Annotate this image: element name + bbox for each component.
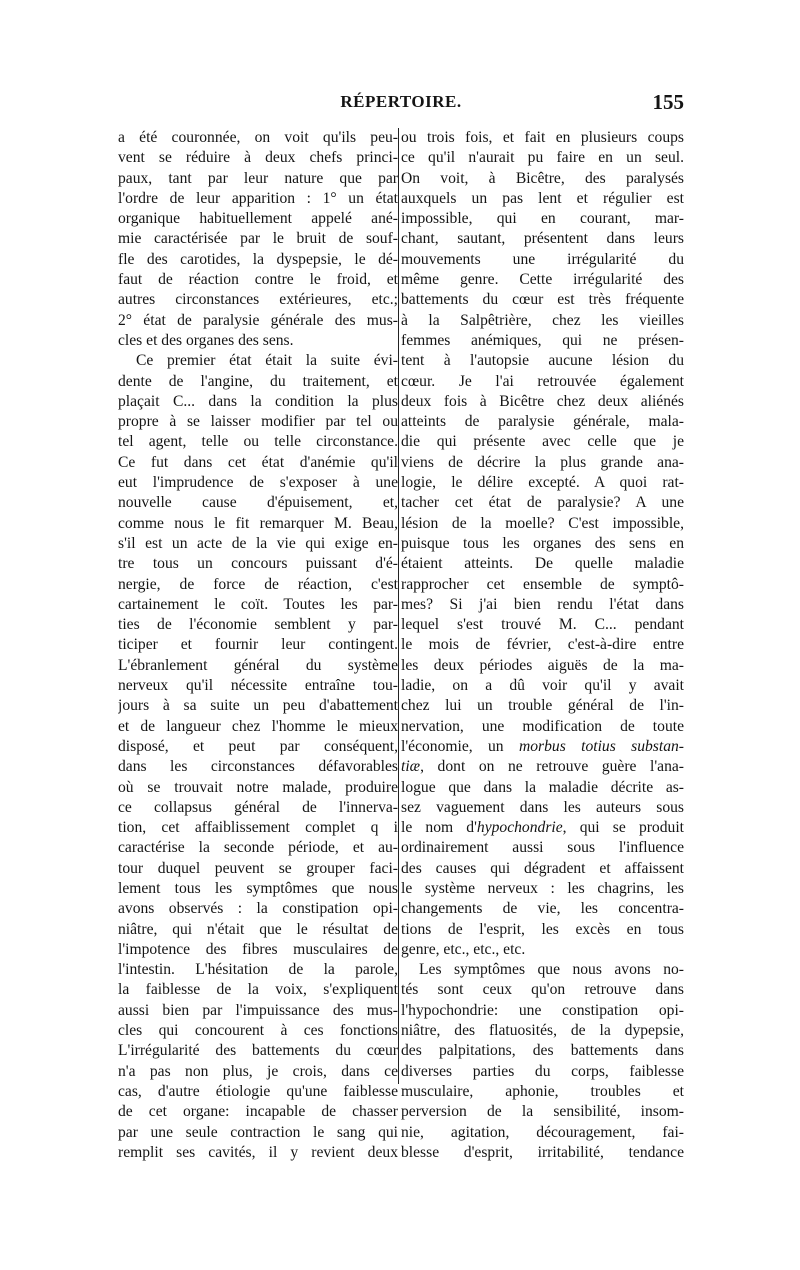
text-line: blesse d'esprit, irritabilité, tendance	[401, 1143, 684, 1161]
page-header	[118, 92, 684, 118]
text-line	[401, 757, 684, 777]
text-line: cartainement le coït. Toutes les par-	[118, 595, 398, 613]
text-line: Ce premier état était la suite évi-	[136, 352, 398, 370]
right-column	[401, 128, 684, 1163]
text-line: On voit, à Bicêtre, des paralysés	[401, 169, 684, 187]
text-line: tel agent, telle ou telle circonstance.	[118, 433, 398, 451]
running-title: RÉPERTOIRE.	[340, 92, 462, 111]
text-line: avons observés : la constipation opi-	[118, 900, 398, 918]
text-line: des causes qui dégradent et affaissent	[401, 859, 684, 877]
text-line: où se trouvait notre malade, produire	[118, 778, 398, 796]
text-line: niâtre, qui n'était que le résultat de	[118, 920, 398, 938]
text-line: rapprocher cet ensemble de symptô-	[401, 575, 684, 593]
text-line: n'a pas non plus, je crois, dans ce	[118, 1062, 398, 1080]
text-line: eut l'imprudence de s'exposer à une	[118, 474, 398, 492]
text-line: propre à se laisser modifier par tel ou	[118, 413, 398, 431]
text-line: mes? Si j'ai bien rendu l'état dans	[401, 595, 684, 613]
text-line: l'ordre de leur apparition : 1° un état	[118, 189, 398, 207]
text-line: le mois de février, c'est-à-dire entre	[401, 636, 684, 654]
text-line: atteints de paralysie générale, mala-	[401, 413, 684, 431]
text-line: ticiper et fournir leur contingent.	[118, 636, 398, 654]
text-line: l'hypochondrie: une constipation opi-	[401, 1001, 684, 1019]
text-line: faut de réaction contre le froid, et	[118, 271, 398, 289]
text-line: même genre. Cette irrégularité des	[401, 271, 684, 289]
text-line: diverses parties du corps, faiblesse	[401, 1062, 684, 1080]
text-line: cœur. Je l'ai retrouvée également	[401, 372, 684, 390]
text-line: ordinairement aussi sous l'influence	[401, 839, 684, 857]
italic-term: tiæ	[401, 758, 421, 776]
text-line: caractérise la seconde période, et au-	[118, 839, 398, 857]
text-segment: , dont on ne retrouve guère l'ana-	[420, 758, 684, 776]
text-line: L'irrégularité des battements du cœur	[118, 1042, 398, 1060]
text-line: dans les circonstances défavorables	[118, 758, 398, 776]
text-line: comme nous le fit remarquer M. Beau,	[118, 514, 398, 532]
text-line: la faiblesse de la voix, s'expliquent	[118, 981, 398, 999]
text-line: dente de l'angine, du traitement, et	[118, 372, 398, 390]
text-line: ties de l'économie semblent y par-	[118, 616, 398, 634]
text-line: autres circonstances extérieures, etc.;	[118, 291, 398, 309]
text-line: fle des carotides, la dyspepsie, le dé-	[118, 250, 398, 268]
text-line: paux, tant par leur nature que par	[118, 169, 398, 187]
text-line: lésion de la moelle? C'est impossible,	[401, 514, 684, 532]
text-line: organique habituellement appelé ané-	[118, 210, 398, 228]
text-line: des palpitations, des battements dans	[401, 1042, 684, 1060]
text-line: ladie, on a dû voir qu'il y avait	[401, 677, 684, 695]
text-line	[401, 818, 684, 838]
text-line: L'ébranlement général du système	[118, 656, 398, 674]
text-line: tent à l'autopsie aucune lésion du	[401, 352, 684, 370]
text-line: nervation, une modification de toute	[401, 717, 684, 735]
text-line: étaient atteints. De quelle maladie	[401, 555, 684, 573]
text-line: tions de l'esprit, les excès en tous	[401, 920, 684, 938]
text-line: puisque tous les organes des sens en	[401, 534, 684, 552]
text-line: ce collapsus général de l'innerva-	[118, 798, 398, 816]
text-line: tacher cet état de paralysie? A une	[401, 494, 684, 512]
text-line: logie, le délire excepté. A quoi rat-	[401, 474, 684, 492]
text-line: sez vaguement dans les auteurs sous	[401, 798, 684, 816]
text-line: vent se réduire à deux chefs princi-	[118, 149, 398, 167]
text-line: tion, cet affaiblissement complet q i	[118, 819, 398, 837]
text-line: auxquels un pas lent et régulier est	[401, 189, 684, 207]
text-line: tour duquel peuvent se grouper faci-	[118, 859, 398, 877]
text-line: disposé, et peut par conséquent,	[118, 737, 398, 755]
text-line: lement tous les symptômes que nous	[118, 879, 398, 897]
text-line: les deux périodes aiguës de la ma-	[401, 656, 684, 674]
text-line: nouvelle cause d'épuisement, et,	[118, 494, 398, 512]
text-line: Ce fut dans cet état d'anémie qu'il	[118, 453, 398, 471]
column-divider	[398, 128, 399, 1084]
text-segment: , qui se produit	[562, 819, 684, 837]
text-line: die qui présente avec celle que je	[401, 433, 684, 451]
text-line: a été couronnée, on voit qu'ils peu-	[118, 129, 398, 146]
text-line: deux fois à Bicêtre chez deux aliénés	[401, 392, 684, 410]
text-line: l'impotence des fibres musculaires de	[118, 940, 398, 958]
text-line: musculaire, aphonie, troubles et	[401, 1082, 684, 1100]
italic-term: hypochondrie	[476, 819, 563, 837]
text-line: changements de vie, les concentra-	[401, 900, 684, 918]
text-line: perversion de la sensibilité, insom-	[401, 1103, 684, 1121]
text-line: remplit ses cavités, il y revient deux	[118, 1143, 398, 1161]
text-line: 2° état de paralysie générale des mus-	[118, 311, 398, 329]
text-line: logue que dans la maladie décrite as-	[401, 778, 684, 796]
text-line: chez lui un trouble général de l'in-	[401, 697, 684, 715]
text-line: impossible, qui en courant, mar-	[401, 210, 684, 228]
text-line: ou trois fois, et fait en plusieurs coups	[401, 129, 684, 146]
text-line: de cet organe: incapable de chasser	[118, 1103, 398, 1121]
text-line: tre tous un concours puissant d'é-	[118, 555, 398, 573]
text-line: viens de décrire la plus grande ana-	[401, 453, 684, 471]
page-number: 155	[652, 90, 684, 114]
text-line: aussi bien par l'impuissance des mus-	[118, 1001, 398, 1019]
text-line: par une seule contraction le sang qui	[118, 1123, 398, 1141]
text-line: chant, sautant, présentent dans leurs	[401, 230, 684, 248]
text-line: le système nerveux : les chagrins, les	[401, 879, 684, 897]
text-segment: l'économie, un	[401, 737, 519, 755]
text-line: nergie, de force de réaction, c'est	[118, 575, 398, 593]
text-line: mouvements une irrégularité du	[401, 250, 684, 268]
text-line: et de langueur chez l'homme le mieux	[118, 717, 398, 735]
text-line: lequel s'est trouvé M. C... pendant	[401, 616, 684, 634]
text-line: plaçait C... dans la condition la plus	[118, 392, 398, 410]
left-column	[118, 128, 398, 1163]
text-line: Les symptômes que nous avons no-	[419, 961, 684, 979]
text-line: ce qu'il n'aurait pu faire en un seul.	[401, 149, 684, 167]
text-line: à la Salpêtrière, chez les vieilles	[401, 311, 684, 329]
text-line: femmes anémiques, qui ne présen-	[401, 331, 684, 349]
text-line: cles qui concourent à ces fonctions	[118, 1022, 398, 1040]
text-line: l'intestin. L'hésitation de la parole,	[118, 961, 398, 979]
text-line: s'il est un acte de la vie qui exige en-	[118, 534, 398, 552]
text-line: cles et des organes des sens.	[118, 331, 294, 349]
text-line: jours à sa suite un peu d'abattement	[118, 697, 398, 715]
italic-term: morbus totius substan-	[518, 737, 684, 755]
text-line: nerveux qu'il nécessite entraîne tou-	[118, 677, 398, 695]
text-line: cas, d'autre étiologie qu'une faiblesse	[118, 1082, 398, 1100]
text-line	[401, 737, 684, 757]
text-line: battements du cœur est très fréquente	[401, 291, 684, 309]
text-line: mie caractérisée par le bruit de souf-	[118, 230, 398, 248]
text-line: tés sont ceux qu'on retrouve dans	[401, 981, 684, 999]
text-line: genre, etc., etc., etc.	[401, 940, 526, 958]
text-segment: le nom d'	[401, 819, 477, 837]
text-line: niâtre, des flatuosités, de la dypepsie,	[401, 1022, 684, 1040]
text-line: nie, agitation, découragement, fai-	[401, 1123, 684, 1141]
